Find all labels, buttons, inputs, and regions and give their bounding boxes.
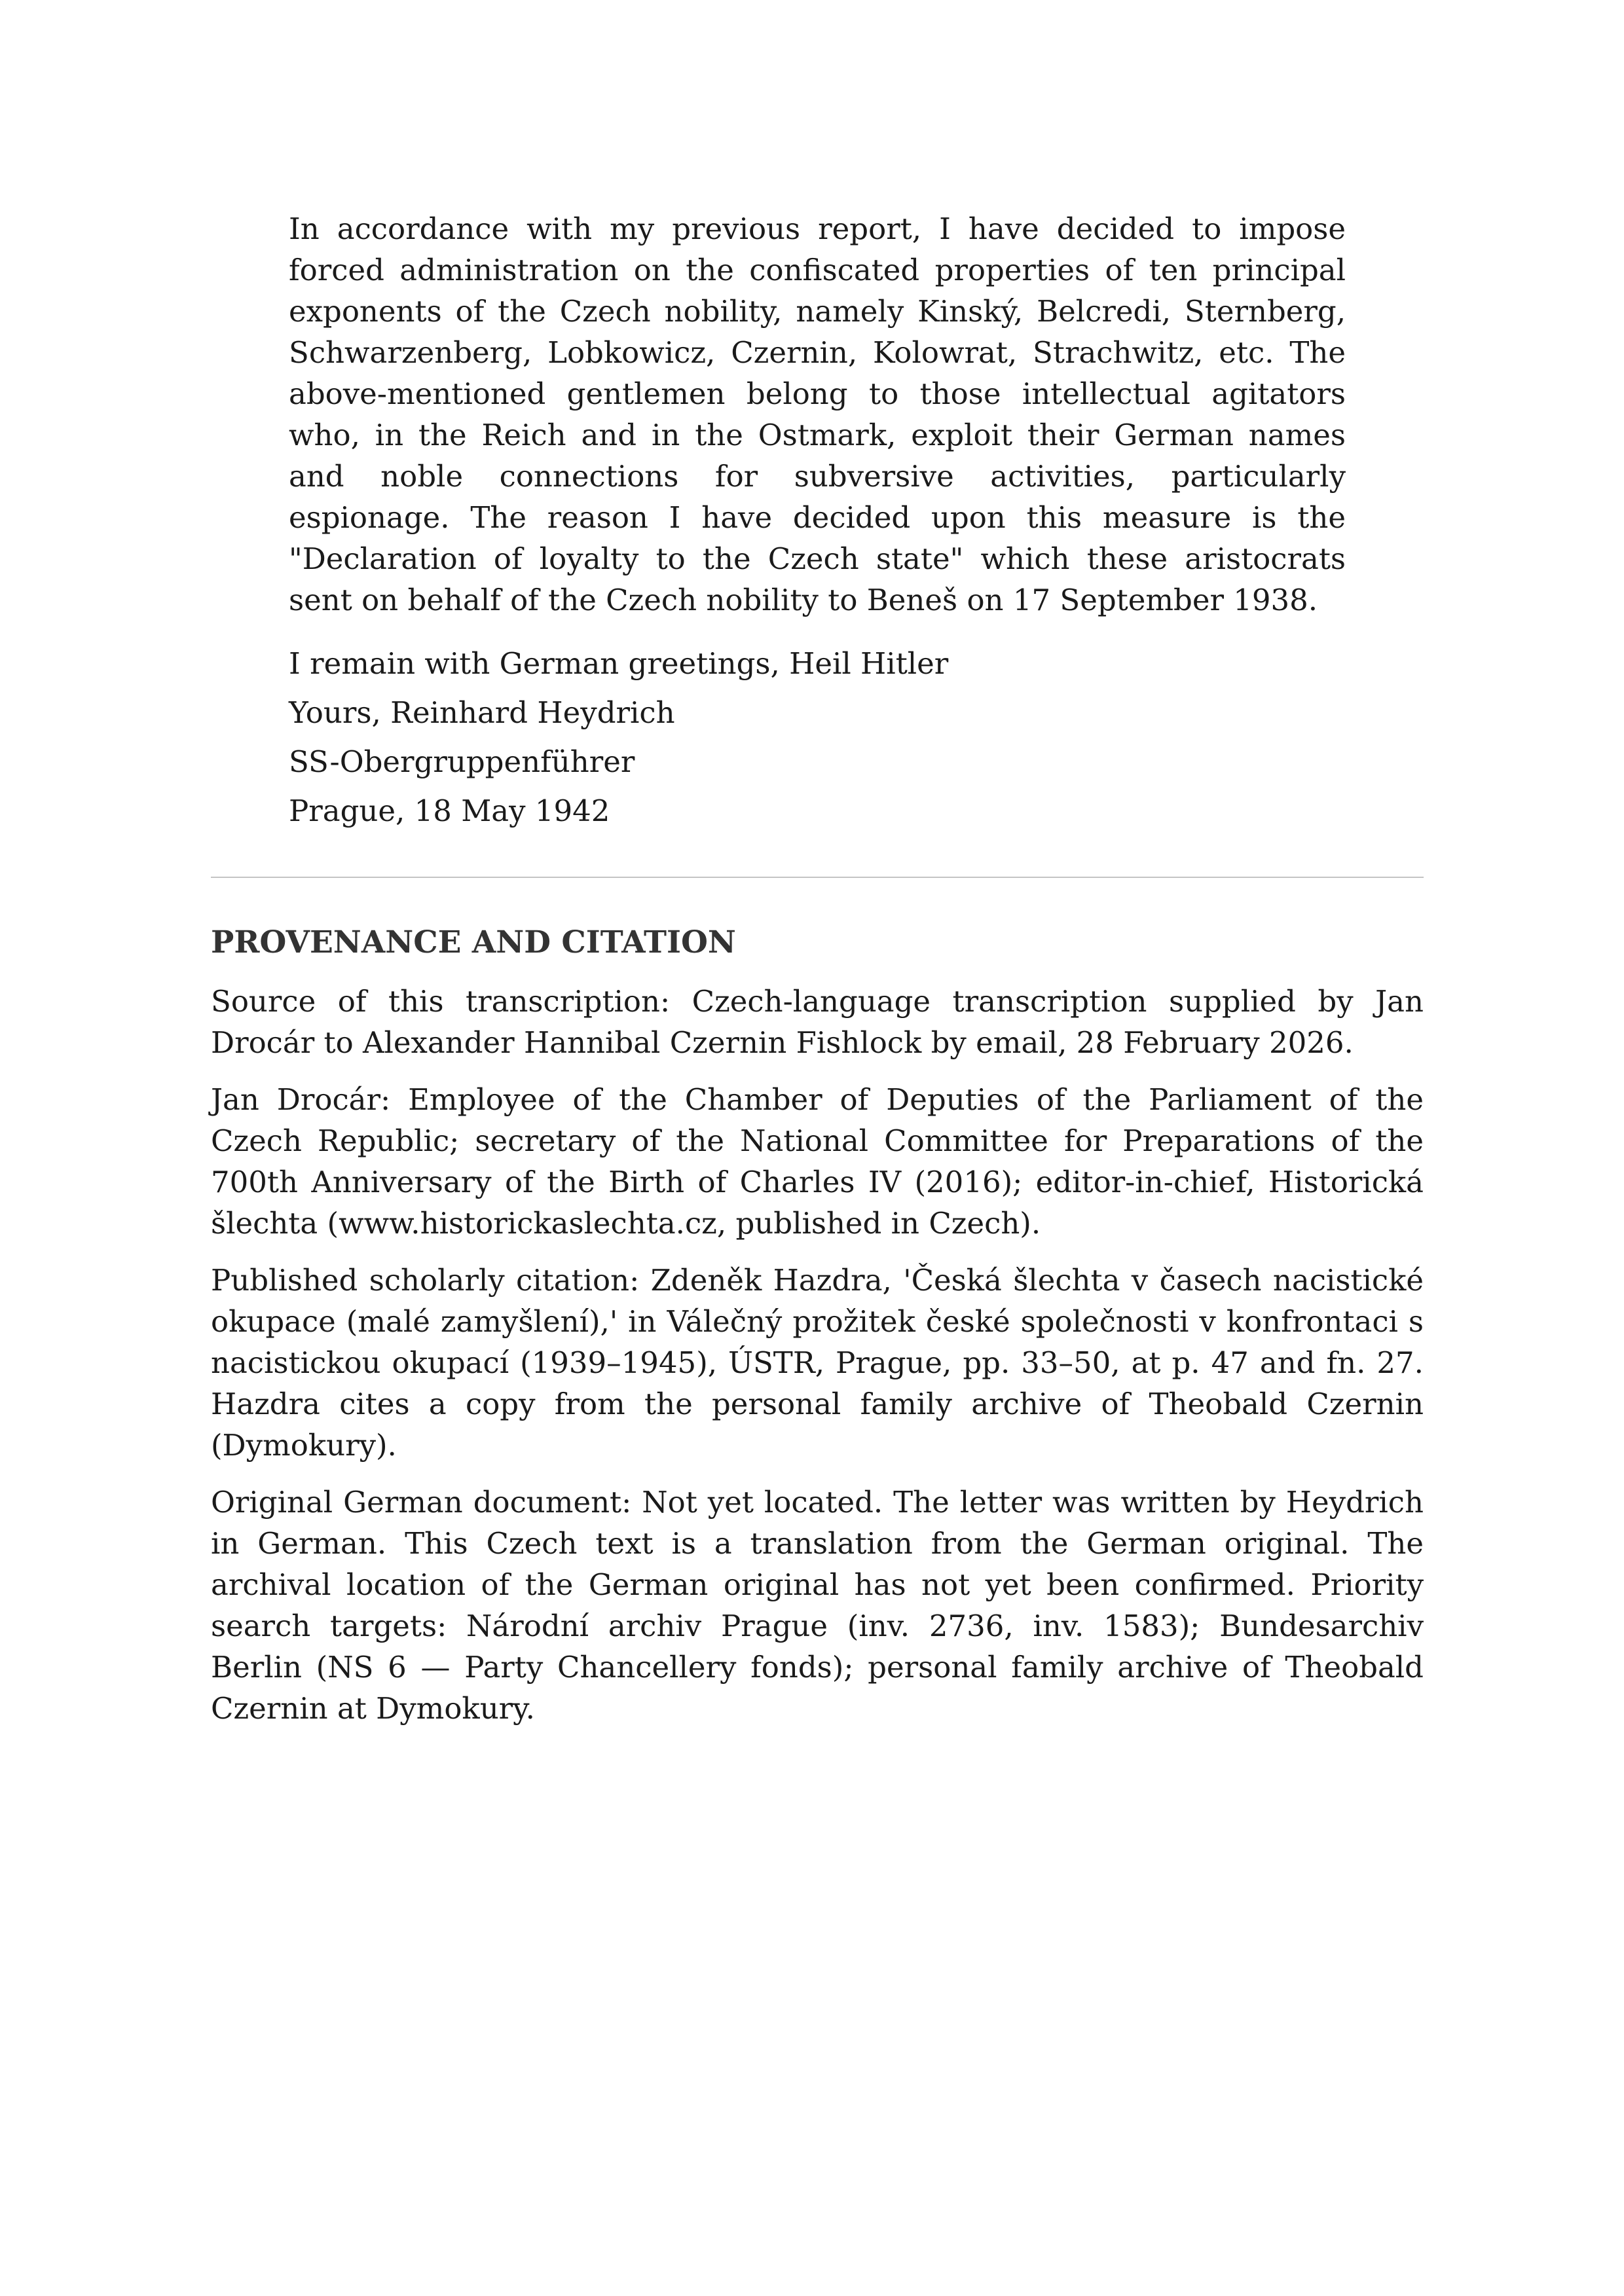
letter-signature: Yours, Reinhard Heydrich xyxy=(289,695,675,730)
letter-closing: I remain with German greetings, Heil Hitler xyxy=(289,646,949,681)
provenance-citation: Published scholarly citation: Zdeněk Hazdra, 'Česká šlechta v časech nacistické okupace (malé zamyšlení),' in Válečný prožitek české společnosti v konfrontaci s nacistickou okupací (1939–1945), ÚSTR, Prague, pp. 33–50, at p. 47 and fn. 27. Hazdra cites a copy from the personal family archive of Theobald Czernin (Dymokury). xyxy=(211,1263,1424,1463)
letter-place-date: Prague, 18 May 1942 xyxy=(289,793,610,828)
letter-translation xyxy=(289,208,1346,831)
provenance-source: Source of this transcription: Czech-language transcription supplied by Jan Drocár to Alexander Hannibal Czernin Fishlock by email, 28 February 2026. xyxy=(211,984,1424,1060)
provenance-section xyxy=(211,922,1424,1729)
letter-rank: SS-Obergruppenführer xyxy=(289,744,635,779)
section-divider xyxy=(211,877,1424,878)
letter-body: In accordance with my previous report, I have decided to impose forced administration on the confiscated properties of ten principal exponents of the Czech nobility, namely Kinský, Belcredi, Sternberg, Schwarzenberg, Lobkowicz, Czernin, Kolowrat, Strachwitz, etc. The above-mentioned gentlemen belong to those intellectual agitators who, in the Reich and in the Ostmark, exploit their German names and noble connections for subversive activities, particularly espionage. The reason I have decided upon this measure is the "Declaration of loyalty to the Czech state" which these aristocrats sent on behalf of the Czech nobility to Beneš on 17 September 1938. xyxy=(289,211,1346,617)
provenance-original-document: Original German document: Not yet located. The letter was written by Heydrich in German. This Czech text is a translation from the German original. The archival location of the German original has not yet been confirmed. Priority search targets: Národní archiv Prague (inv. 2736, inv. 1583); Bundesarchiv Berlin (NS 6 — Party Chancellery fonds); personal family archive of Theobald Czernin at Dymokury. xyxy=(211,1485,1424,1726)
provenance-heading: PROVENANCE AND CITATION xyxy=(211,924,736,960)
provenance-contributor: Jan Drocár: Employee of the Chamber of Deputies of the Parliament of the Czech Republic; secretary of the National Committee for Preparations of the 700th Anniversary of the Birth of Charles IV (2016); editor-in-chief, Historická šlechta (www.historickaslechta.cz, published in Czech). xyxy=(211,1082,1424,1241)
